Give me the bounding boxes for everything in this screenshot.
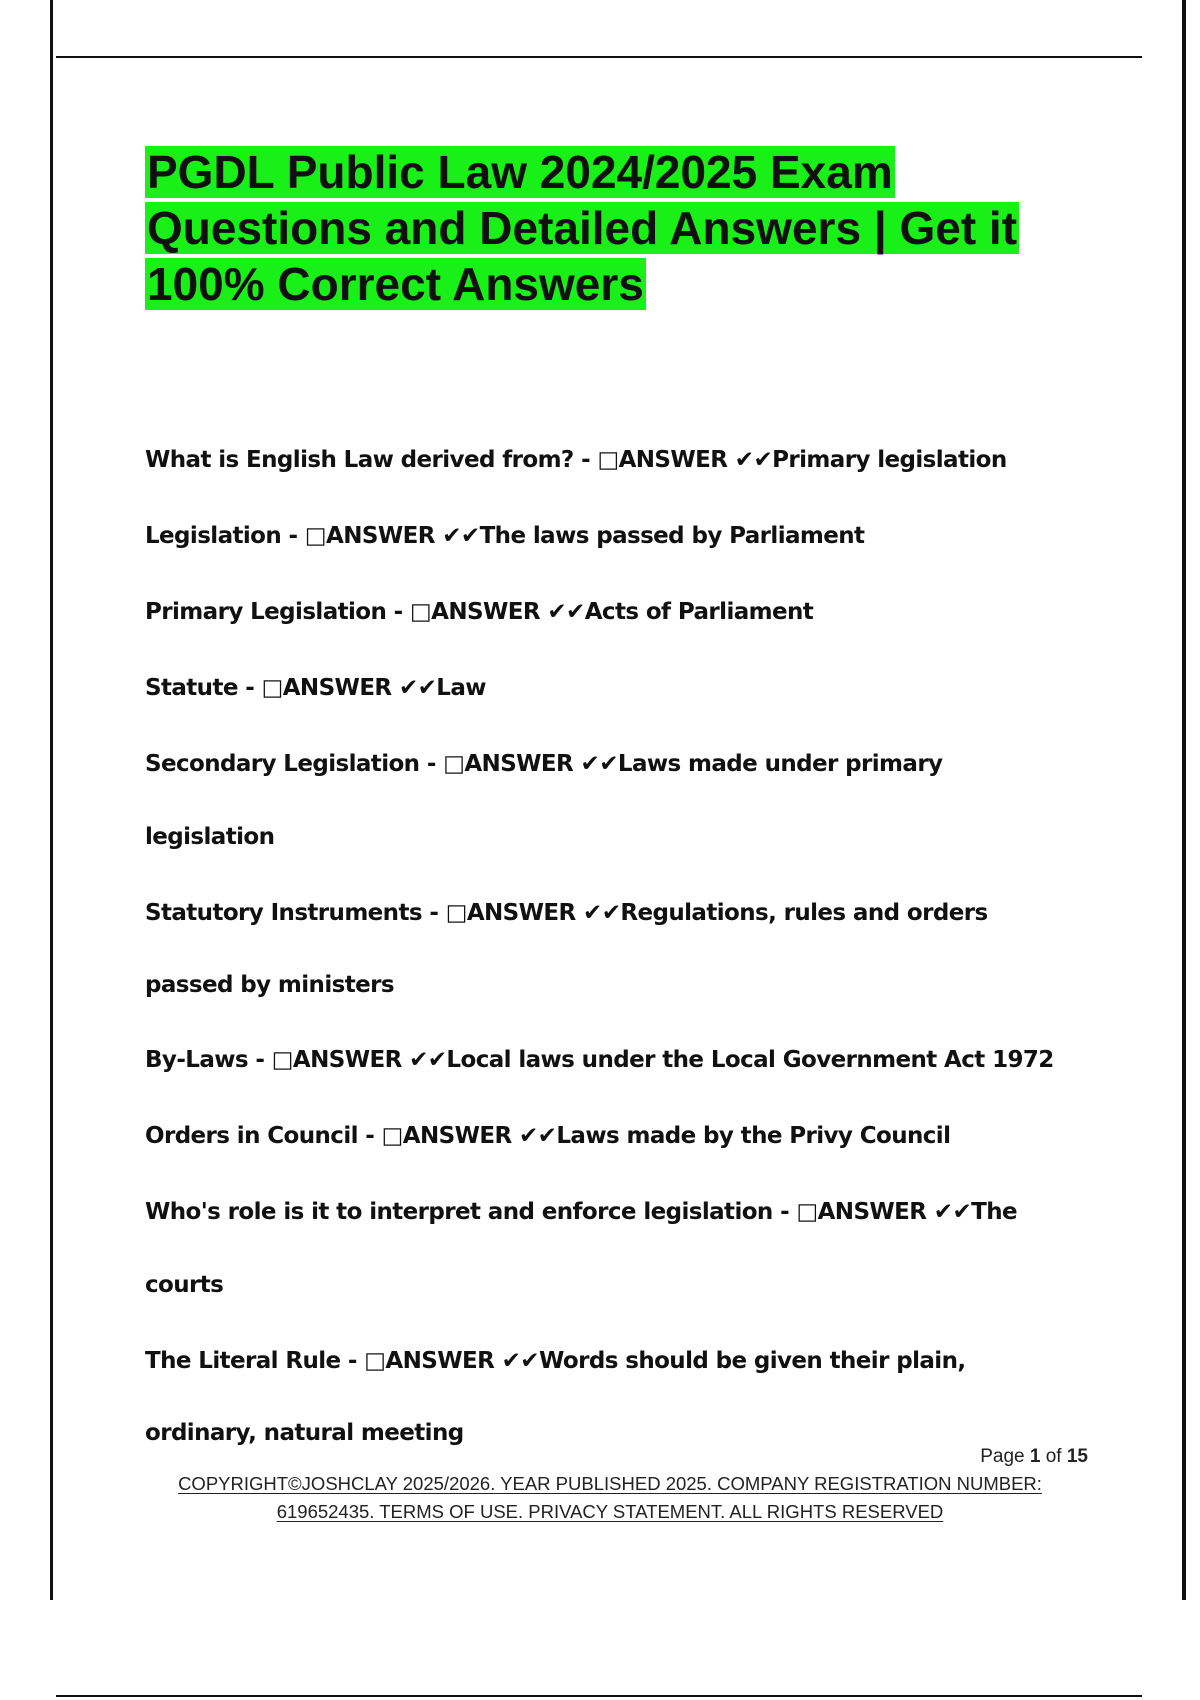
page-border-right bbox=[1182, 0, 1186, 1600]
qa-item: Orders in Council - □ANSWER ✔✔Laws made by the Privy Council bbox=[145, 1123, 951, 1149]
page-current: 1 bbox=[1029, 1446, 1041, 1467]
document-title bbox=[145, 144, 1085, 312]
page-of-label: of bbox=[1045, 1446, 1062, 1467]
page-border-left bbox=[50, 0, 53, 1600]
copyright-footer: COPYRIGHT©JOSHCLAY 2025/2026. YEAR PUBLISHED 2025. COMPANY REGISTRATION NUMBER: 619652435. TERMS OF USE. PRIVACY STATEMENT. ALL RIGHTS RESERVED bbox=[178, 1473, 1042, 1522]
document-title-text: PGDL Public Law 2024/2025 Exam Questions and Detailed Answers | Get it 100% Correct Answers bbox=[147, 146, 1018, 310]
page-label: Page bbox=[980, 1446, 1025, 1467]
page-total: 15 bbox=[1066, 1446, 1088, 1467]
qa-item: Legislation - □ANSWER ✔✔The laws passed by Parliament bbox=[145, 523, 865, 549]
qa-item: What is English Law derived from? - □ANSWER ✔✔Primary legislation bbox=[145, 447, 1007, 473]
page-number bbox=[980, 1446, 1088, 1468]
qa-item: Statutory Instruments - □ANSWER ✔✔Regulations, rules and orders passed by ministers bbox=[145, 900, 988, 998]
qa-item: By-Laws - □ANSWER ✔✔Local laws under the Local Government Act 1972 bbox=[145, 1047, 1054, 1073]
footer-rule bbox=[56, 1695, 1142, 1697]
qa-item: Secondary Legislation - □ANSWER ✔✔Laws made under primary legislation bbox=[145, 751, 943, 850]
header-rule bbox=[56, 56, 1142, 58]
qa-list bbox=[145, 424, 1075, 1472]
qa-item: Primary Legislation - □ANSWER ✔✔Acts of Parliament bbox=[145, 599, 814, 625]
qa-item: The Literal Rule - □ANSWER ✔✔Words should be given their plain, ordinary, natural meeting bbox=[145, 1348, 966, 1446]
qa-item: Statute - □ANSWER ✔✔Law bbox=[145, 675, 486, 701]
qa-item: Who's role is it to interpret and enforce legislation - □ANSWER ✔✔The courts bbox=[145, 1199, 1018, 1298]
